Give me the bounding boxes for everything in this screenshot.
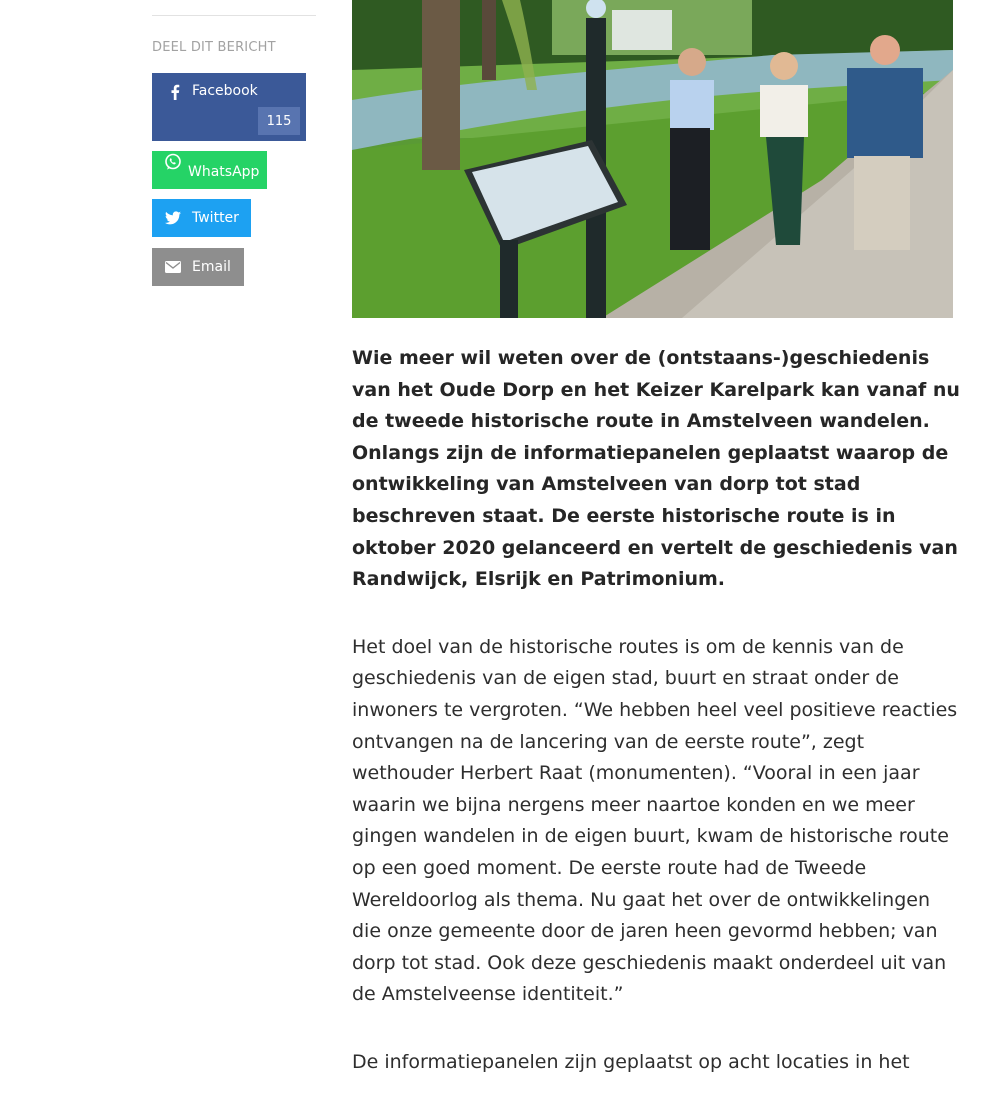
- twitter-icon: [164, 209, 182, 227]
- facebook-label: Facebook: [192, 83, 258, 99]
- article-paragraph: De informatiepanelen zijn geplaatst op acht locaties in het: [352, 1050, 910, 1073]
- envelope-icon: [164, 258, 182, 276]
- whatsapp-icon: [164, 153, 182, 171]
- twitter-share-button[interactable]: [152, 199, 251, 237]
- share-heading: DEEL DIT BERICHT: [152, 40, 276, 55]
- email-share-button[interactable]: [152, 248, 244, 286]
- whatsapp-share-button[interactable]: [152, 151, 267, 189]
- facebook-share-count: 115: [258, 107, 300, 135]
- article-lead: Wie meer wil weten over de (ontstaans-)geschiedenis van het Oude Dorp en het Keizer Karelpark kan vanaf nu de tweede historische route in Amstelveen wandelen. Onlangs zijn de informatiepanelen geplaatst waarop de ontwikkeling van Amstelveen van dorp tot stad beschreven staat. De eerste historische route is in oktober 2020 gelanceerd en vertelt de geschiedenis van Randwijck, Elsrijk en Patrimonium.: [352, 347, 960, 591]
- article-body: [352, 343, 962, 1114]
- whatsapp-label: WhatsApp: [188, 164, 260, 180]
- twitter-label: Twitter: [192, 210, 239, 226]
- sidebar-divider: [152, 15, 316, 16]
- article-paragraph: Het doel van de historische routes is om de kennis van de geschiedenis van de eigen stad, buurt en straat onder de inwoners te vergroten. “We hebben heel veel positieve reacties ontvangen na de lancering van de eerste route”, zegt wethouder Herbert Raat (monumenten). “Vooral in een jaar waarin we bijna nergens meer naartoe konden en we meer gingen wandelen in de eigen buurt, kwam de historische route op een goed moment. De eerste route had de Tweede Wereldoorlog als thema. Nu gaat het over de ontwikkelingen die onze gemeente door de jaren heen gevormd hebben; van dorp tot stad. Ook deze geschiedenis maakt onderdeel uit van de Amstelveense identiteit.”: [352, 635, 958, 1006]
- facebook-icon: [166, 83, 184, 101]
- email-label: Email: [192, 259, 231, 275]
- article-hero-image: [352, 0, 953, 318]
- facebook-share-button[interactable]: [152, 73, 306, 141]
